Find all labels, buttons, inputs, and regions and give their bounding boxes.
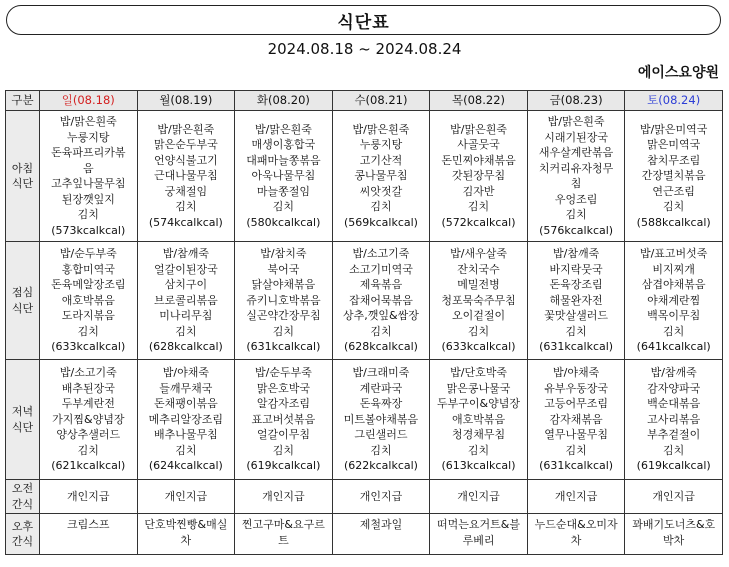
menu-item: 김자반 [462, 184, 495, 198]
menu-item: (573kcalkcal) [51, 223, 126, 237]
menu-item: (628kcalkcal) [148, 340, 223, 354]
menu-item: 미나리무침 [159, 309, 213, 323]
menu-item: 참치무조림 [647, 153, 701, 167]
menu-item: 박차 [663, 533, 685, 547]
menu-item: 메밀전병 [457, 278, 500, 292]
page-title: 식단표 [6, 5, 721, 35]
meal-label [6, 111, 40, 242]
menu-cell [40, 111, 138, 242]
day-header-sun: 일(08.18) [40, 91, 138, 111]
menu-item: 맑은호박국 [256, 381, 310, 395]
menu-item: 루베리 [462, 533, 495, 547]
menu-cell [332, 111, 430, 242]
menu-item: 김치 [370, 200, 392, 214]
meal-plan-table [5, 90, 723, 555]
menu-cell [527, 111, 625, 242]
menu-cell [235, 111, 333, 242]
menu-cell [625, 360, 723, 480]
menu-item: 백순대볶음 [647, 397, 701, 411]
menu-item: 들깨무채국 [159, 381, 213, 395]
menu-item: 김치 [663, 200, 685, 214]
day-header-wed: 수(08.21) [332, 91, 430, 111]
menu-item: 감자채볶음 [549, 412, 603, 426]
day-header-sat: 토(08.24) [625, 91, 723, 111]
meal-label-line: 저녁 [11, 405, 34, 418]
menu-item: 미트볼야채볶음 [343, 412, 419, 426]
menu-item: (572kcalkcal) [441, 215, 516, 229]
menu-item: 씨앗젓갈 [359, 184, 403, 198]
menu-item: 맑은순두부국 [153, 138, 218, 152]
menu-item: 애호박볶음 [61, 293, 115, 307]
menu-cell [137, 514, 235, 555]
menu-item: 돈육짜장 [359, 397, 403, 411]
menu-item: 양상추샐러드 [56, 428, 121, 442]
menu-cell [40, 480, 138, 514]
menu-item: 청경채무침 [451, 428, 506, 442]
menu-item: (588kcalkcal) [636, 215, 711, 229]
am-snack-row [6, 480, 723, 514]
menu-item: 백목이무침 [647, 309, 701, 323]
menu-item: 도라지볶음 [61, 309, 115, 323]
menu-cell [40, 514, 138, 555]
menu-item: 해물완자전 [549, 293, 603, 307]
menu-item: 야채계란찜 [647, 293, 701, 307]
menu-cell [137, 360, 235, 480]
menu-item: 북어국 [267, 262, 300, 276]
meal-label [6, 480, 40, 514]
meal-label-line: 점심 [11, 286, 34, 299]
menu-item: 김치 [467, 324, 490, 338]
menu-item: 밥/야채죽 [552, 366, 600, 380]
menu-item: 밥/소고기죽 [352, 247, 410, 261]
menu-item: 돈육파프리카볶 [51, 146, 126, 159]
menu-cell [430, 242, 528, 360]
menu-item: 홍합미역국 [61, 262, 115, 276]
meal-label-line: 오후 [11, 519, 34, 533]
menu-item: 궁채절임 [164, 184, 208, 198]
meal-label-line: 식단 [11, 420, 34, 434]
menu-item: 소고기미역국 [349, 262, 413, 276]
menu-cell [430, 514, 528, 555]
menu-item: 잔치국수 [457, 262, 500, 276]
menu-item: 배추된장국 [61, 381, 115, 395]
menu-item: 오이겉절이 [451, 309, 506, 323]
menu-item: 간장멸치볶음 [641, 169, 706, 183]
menu-item: 개인지급 [262, 489, 305, 503]
menu-item: 두부계란전 [61, 397, 115, 411]
menu-item: 개인지급 [457, 489, 500, 503]
menu-item: 김치 [175, 324, 197, 338]
menu-item: 차 [180, 533, 192, 547]
menu-item: 밥/크래미죽 [352, 366, 410, 380]
menu-cell [40, 242, 138, 360]
menu-item: 얼갈이된장국 [153, 262, 218, 276]
menu-item: (619kcalkcal) [246, 459, 321, 473]
dinner-row [6, 360, 723, 480]
menu-item: 김치 [565, 324, 587, 338]
menu-item: 김치 [467, 443, 490, 457]
menu-item: 삼겹야채볶음 [641, 278, 706, 292]
menu-item: 계란파국 [359, 381, 403, 395]
menu-item: 돈육메알장조림 [51, 278, 126, 292]
pm-snack-row [6, 514, 723, 555]
menu-item: 알감자조림 [256, 397, 310, 411]
menu-cell [625, 111, 723, 242]
menu-item: 대패마늘쫑볶음 [246, 153, 321, 167]
menu-item: 돈채팽이볶음 [153, 397, 218, 411]
menu-item: 김치 [272, 443, 295, 457]
menu-item: 트 [278, 533, 289, 547]
menu-item: 시래기된장국 [544, 130, 608, 144]
meal-label-line: 식단 [11, 177, 34, 190]
meal-label-line: 간식 [11, 497, 34, 511]
menu-item: 김치 [272, 200, 295, 214]
menu-cell [332, 514, 430, 555]
menu-item: 개인지급 [652, 489, 695, 503]
menu-item: 김치 [175, 200, 197, 214]
menu-item: 매생이홍합국 [251, 138, 316, 152]
menu-cell [235, 360, 333, 480]
menu-item: 브로콜리볶음 [153, 293, 218, 307]
menu-item: 콩나물무침 [354, 169, 408, 183]
meal-label-line: 오전 [11, 482, 34, 495]
menu-item: (631kcalkcal) [539, 340, 614, 354]
menu-item: 고등어무조림 [544, 397, 608, 411]
menu-item: 된장깻잎지 [61, 192, 115, 206]
menu-item: 김치 [370, 324, 392, 338]
menu-item: 개인지급 [554, 489, 598, 503]
menu-item: 밥/순두부죽 [59, 247, 117, 261]
menu-cell [527, 480, 625, 514]
menu-item: 근대나물무침 [153, 169, 218, 183]
day-header-mon: 월(08.19) [137, 91, 235, 111]
menu-item: 제육볶음 [359, 278, 403, 292]
menu-item: 밥/맑은미역국 [639, 122, 708, 136]
menu-item: (622kcalkcal) [343, 459, 418, 473]
menu-item: 표고버섯볶음 [251, 412, 316, 426]
menu-cell [332, 360, 430, 480]
menu-cell [527, 242, 625, 360]
menu-item: 실곤약간장무침 [246, 309, 321, 323]
menu-cell [430, 360, 528, 480]
day-header-tue: 화(08.20) [235, 91, 333, 111]
menu-item: 맑은미역국 [647, 138, 701, 152]
menu-item: (574kcalkcal) [148, 215, 223, 229]
menu-item: 침 [570, 177, 582, 190]
menu-cell [332, 480, 430, 514]
menu-item: 삼치구이 [164, 278, 208, 292]
menu-item: 김치 [77, 208, 99, 221]
menu-cell [137, 111, 235, 242]
menu-item: 밥/참깨죽 [552, 247, 600, 261]
menu-cell [235, 480, 333, 514]
menu-item: 밥/단호박죽 [450, 366, 507, 380]
menu-item: 치커리유자청무 [538, 161, 614, 175]
menu-item: 밥/순두부죽 [254, 366, 312, 380]
menu-cell [40, 360, 138, 480]
menu-item: 언양식불고기 [153, 153, 218, 167]
menu-item: 가지찜&양념장 [52, 412, 125, 426]
menu-item: 메추리알장조림 [148, 412, 224, 426]
menu-item: 누룽지탕 [359, 138, 403, 152]
menu-item: (580kcalkcal) [246, 215, 321, 229]
menu-item: 밥/참깨죽 [162, 247, 209, 261]
menu-item: (631kcalkcal) [539, 459, 614, 473]
menu-item: 개인지급 [67, 489, 110, 503]
day-header-thu: 목(08.22) [430, 91, 528, 111]
menu-item: 단호박찐빵&매실 [144, 518, 228, 531]
menu-item: 밥/맑은흰죽 [157, 122, 215, 136]
menu-item: 밥/표고버섯죽 [639, 247, 708, 261]
menu-item: 꽃맛살샐러드 [544, 309, 608, 323]
menu-item: 김치 [663, 324, 685, 338]
menu-item: 사골뭇국 [457, 138, 500, 152]
menu-cell [527, 514, 625, 555]
menu-item: 김치 [663, 443, 685, 457]
menu-cell [430, 111, 528, 242]
menu-cell [430, 480, 528, 514]
meal-label [6, 514, 40, 555]
meal-label [6, 360, 40, 480]
menu-item: 김치 [77, 324, 99, 338]
menu-cell [137, 242, 235, 360]
meal-label [6, 242, 40, 360]
menu-item: 밥/맑은흰죽 [352, 122, 410, 136]
menu-item: (624kcalkcal) [148, 459, 223, 473]
menu-item: 청포묵숙주무침 [441, 293, 516, 307]
menu-item: (631kcalkcal) [246, 340, 321, 354]
category-header: 구분 [6, 91, 40, 111]
menu-item: 그린샐러드 [354, 428, 408, 442]
menu-item: 감자양파국 [647, 381, 701, 395]
menu-item: 김치 [77, 443, 99, 457]
menu-item: 새우살계란볶음 [538, 146, 614, 159]
menu-item: 김치 [565, 208, 587, 221]
menu-cell [625, 242, 723, 360]
menu-item: 누드순대&오미자 [534, 518, 618, 531]
menu-item: 밥/새우살죽 [450, 247, 507, 261]
menu-item: 비지찌개 [652, 262, 695, 276]
menu-item: 쥬키니호박볶음 [246, 293, 321, 307]
meal-label-line: 아침 [11, 161, 34, 175]
meal-label-line: 식단 [11, 301, 34, 315]
menu-item: (628kcalkcal) [343, 340, 418, 354]
menu-item: 제철과일 [359, 518, 403, 531]
menu-cell [137, 480, 235, 514]
menu-item: (633kcalkcal) [441, 340, 516, 354]
menu-cell [625, 514, 723, 555]
facility-name: 에이스요양원 [637, 65, 719, 81]
menu-item: 닭살야채볶음 [251, 278, 316, 292]
day-header-fri: 금(08.23) [527, 91, 625, 111]
menu-item: (576kcalkcal) [539, 223, 614, 237]
menu-item: 고추잎나물무침 [51, 177, 126, 190]
menu-item: 찐고구마&요구르 [241, 518, 325, 531]
menu-item: 김치 [565, 443, 587, 457]
menu-item: 밥/참깨죽 [650, 366, 697, 380]
menu-item: 밥/맑은흰죽 [254, 122, 312, 136]
menu-cell [235, 242, 333, 360]
menu-item: 개인지급 [359, 489, 403, 503]
menu-item: 맑은콩나물국 [446, 381, 511, 395]
breakfast-row [6, 111, 723, 242]
menu-item: (641kcalkcal) [636, 340, 711, 354]
menu-item: 아욱나물무침 [251, 169, 316, 183]
menu-item: 연근조림 [652, 184, 695, 198]
menu-item: 밥/소고기죽 [59, 366, 117, 380]
menu-item: 고기산적 [359, 153, 403, 167]
menu-item: 상추,깻잎&쌈장 [343, 309, 419, 323]
menu-item: 밥/맑은흰죽 [547, 115, 605, 128]
menu-item: 김치 [272, 324, 295, 338]
meal-label-line: 간식 [11, 535, 34, 548]
menu-item: 부추겉절이 [647, 428, 701, 442]
menu-item: 두부구이&양념장 [437, 397, 521, 411]
menu-item: 잡채어묵볶음 [349, 293, 413, 307]
menu-cell [527, 360, 625, 480]
menu-item: (569kcalkcal) [343, 215, 418, 229]
menu-item: 유부우동장국 [544, 381, 608, 395]
lunch-row [6, 242, 723, 360]
menu-item: 배추나물무침 [153, 428, 218, 442]
menu-item: 밥/야채죽 [162, 366, 209, 380]
menu-item: 우엉조림 [554, 192, 598, 206]
menu-item: 돈육장조림 [549, 278, 603, 292]
menu-item: 김치 [175, 443, 197, 457]
menu-item: 갓된장무침 [451, 169, 506, 183]
menu-item: 열무나물무침 [544, 428, 608, 442]
menu-item: 고사리볶음 [647, 412, 701, 426]
menu-item: 크림스프 [67, 518, 110, 531]
menu-item: (613kcalkcal) [441, 459, 516, 473]
menu-item: 얼갈이무침 [256, 428, 310, 442]
menu-item: 차 [570, 533, 582, 547]
menu-item: 김치 [370, 443, 392, 457]
menu-item: 밥/참치죽 [260, 247, 307, 261]
menu-item: 개인지급 [164, 489, 208, 503]
menu-item: 밥/맑은흰죽 [59, 115, 117, 128]
menu-item: (633kcalkcal) [51, 340, 126, 354]
date-range: 2024.08.18 ~ 2024.08.24 [267, 40, 462, 58]
menu-item: (621kcalkcal) [51, 459, 126, 473]
menu-item: 떠먹는요거트&블 [437, 518, 521, 531]
menu-item: 꽈배기도너츠&호 [632, 518, 716, 531]
menu-item: 애호박볶음 [451, 412, 506, 426]
menu-cell [625, 480, 723, 514]
menu-item: (619kcalkcal) [636, 459, 711, 473]
menu-item: 마늘쫑절임 [256, 184, 310, 198]
menu-cell [332, 242, 430, 360]
menu-item: 음 [82, 161, 94, 175]
menu-cell [235, 514, 333, 555]
menu-item: 돈민찌야채볶음 [441, 153, 516, 167]
menu-item: 김치 [467, 200, 490, 214]
menu-item: 바지락뭇국 [549, 262, 603, 276]
menu-item: 누룽지탕 [67, 130, 110, 144]
table-header-row [6, 91, 723, 111]
menu-item: 밥/맑은흰죽 [450, 122, 507, 136]
